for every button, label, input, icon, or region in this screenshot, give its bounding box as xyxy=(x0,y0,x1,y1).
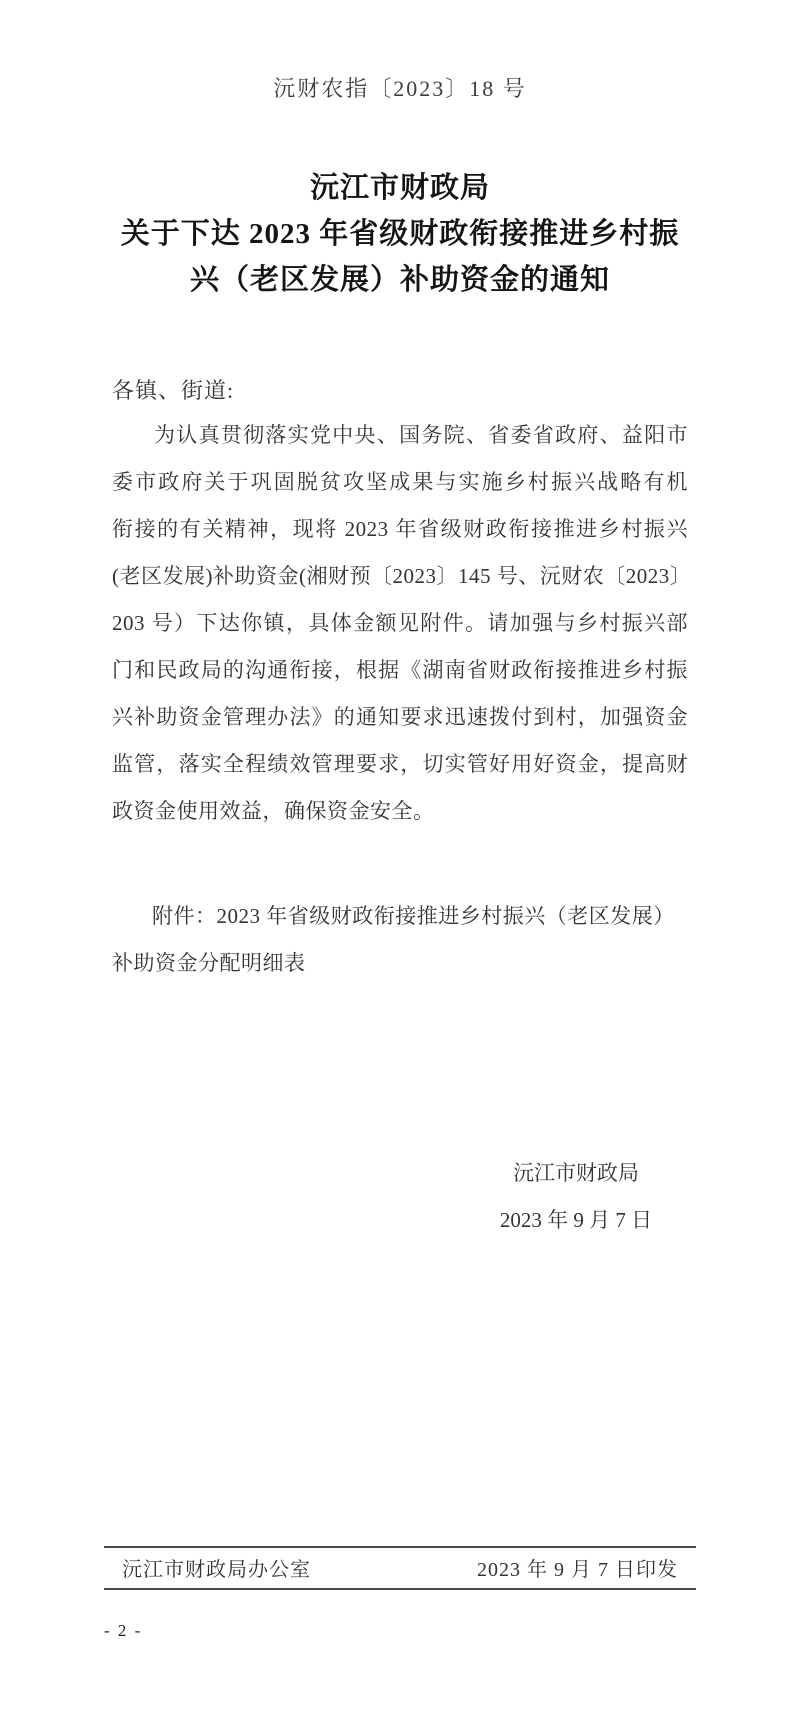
footer-office: 沅江市财政局办公室 xyxy=(122,1559,311,1581)
footer-bar xyxy=(104,1546,696,1590)
signature-date: 2023 年 9 月 7 日 xyxy=(499,1208,653,1232)
salutation: 各镇、街道: xyxy=(112,378,235,403)
body-line: 衔接的有关精神，现将 2023 年省级财政衔接推进乡村振兴 xyxy=(112,517,688,541)
title-line-3: 兴（老区发展）补助资金的通知 xyxy=(189,264,610,296)
page-number: - 2 - xyxy=(104,1621,143,1640)
body-line: 兴补助资金管理办法》的通知要求迅速拨付到村，加强资金 xyxy=(112,705,688,729)
title-line-1: 沅江市财政局 xyxy=(309,172,490,204)
body-line: 委市政府关于巩固脱贫攻坚成果与实施乡村振兴战略有机 xyxy=(112,470,688,494)
body-line: 监管，落实全程绩效管理要求，切实管好用好资金，提高财 xyxy=(112,752,688,776)
body-line: 为认真贯彻落实党中央、国务院、省委省政府、益阳市 xyxy=(154,423,688,447)
body-line: 门和民政局的沟通衔接，根据《湖南省财政衔接推进乡村振 xyxy=(112,658,688,682)
signature-org: 沅江市财政局 xyxy=(513,1161,639,1185)
attachment-line: 补助资金分配明细表 xyxy=(112,951,306,975)
attachment-note xyxy=(112,893,688,987)
body-line: 政资金使用效益，确保资金安全。 xyxy=(112,799,435,823)
footer-print-date: 2023 年 9 月 7 日印发 xyxy=(477,1559,678,1581)
document-title xyxy=(60,165,740,303)
signature-block xyxy=(456,1150,696,1244)
body-paragraph xyxy=(112,412,692,835)
document-number: 沅财农指〔2023〕18 号 xyxy=(273,76,527,101)
title-line-2: 关于下达 2023 年省级财政衔接推进乡村振 xyxy=(120,218,680,250)
body-line: (老区发展)补助资金(湘财预〔2023〕145 号、沅财农〔2023〕 xyxy=(112,564,692,588)
attachment-line: 附件：2023 年省级财政衔接推进乡村振兴（老区发展） xyxy=(152,904,675,928)
body-line: 203 号）下达你镇，具体金额见附件。请加强与乡村振兴部 xyxy=(112,611,688,635)
